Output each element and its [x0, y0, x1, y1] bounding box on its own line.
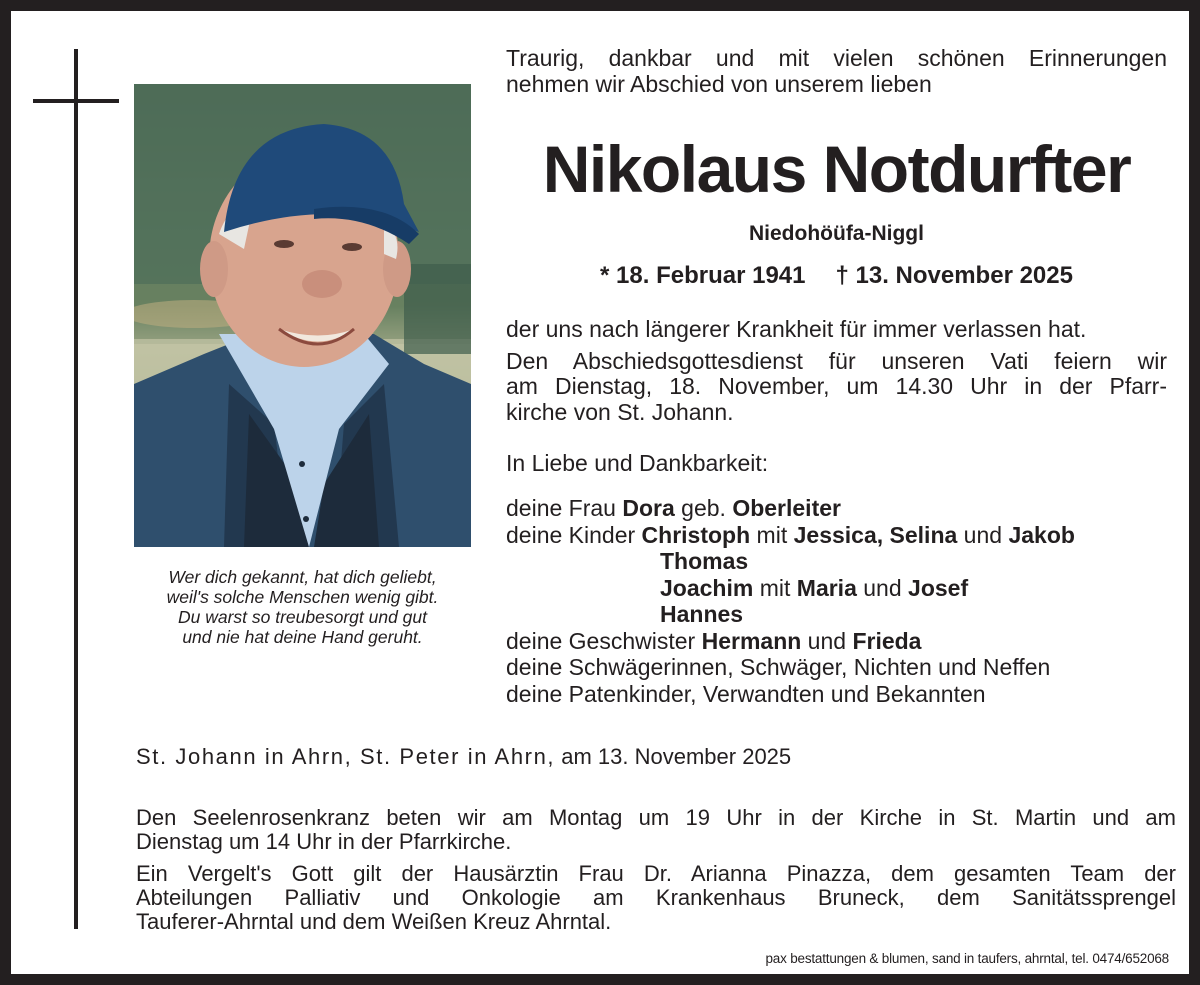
- family-name: Frieda: [852, 627, 922, 654]
- thanks-line: Abteilungen Palliativ und Onkologie am Krankenhaus Bruneck, dem Sanitätssprengel: [136, 885, 1176, 910]
- memorial-poem: [134, 567, 471, 647]
- thanks-line: Tauferer-Ahrntal und dem Weißen Kreuz Ahrntal.: [136, 909, 612, 934]
- love-heading: In Liebe und Dankbarkeit:: [506, 450, 769, 476]
- birth-date: * 18. Februar 1941: [600, 262, 806, 289]
- passing-text: der uns nach längerer Krankheit für immer verlassen hat.: [506, 316, 1087, 342]
- family-name: Maria: [796, 574, 857, 601]
- rosary-line: Den Seelenrosenkranz beten wir am Montag um 19 Uhr in der Kirche in St. Martin und am: [136, 805, 1176, 830]
- family-label: deine Frau: [506, 495, 623, 521]
- place-names: St. Johann in Ahrn, St. Peter in Ahrn,: [136, 744, 556, 769]
- family-row-children: [506, 522, 1167, 549]
- rosary-line: Dienstag um 14 Uhr in der Pfarrkirche.: [136, 829, 512, 854]
- deceased-name: Nikolaus Notdurfter: [542, 132, 1131, 206]
- intro-line: Traurig, dankbar und mit vielen schönen Erinnerungen: [506, 45, 1167, 71]
- family-row-siblings: [506, 628, 1167, 655]
- family-name: Jakob: [1008, 521, 1075, 548]
- family-name: Jessica, Selina: [793, 521, 958, 548]
- place-date: am 13. November 2025: [555, 744, 792, 769]
- poem-line: und nie hat deine Hand geruht.: [182, 627, 423, 647]
- death-date: † 13. November 2025: [835, 262, 1073, 289]
- family-label: geb.: [674, 495, 733, 521]
- intro-text: [506, 45, 1167, 97]
- service-line: kirche von St. Johann.: [506, 398, 734, 425]
- family-name: Oberleiter: [732, 495, 841, 521]
- family-label: mit: [750, 521, 794, 548]
- service-line: am Dienstag, 18. November, um 14.30 Uhr in der Pfarr-: [506, 373, 1167, 399]
- place-date-line: [136, 744, 1176, 770]
- closing-text: [136, 806, 1176, 942]
- family-row-child: [506, 575, 1167, 602]
- service-line: Den Abschiedsgottesdienst für unseren Vati feiern wir: [506, 347, 1167, 374]
- family-label: mit: [753, 574, 797, 601]
- notice-body: [506, 317, 1167, 477]
- family-label: und: [801, 627, 853, 654]
- family-row-others: deine Patenkinder, Verwandten und Bekannten: [506, 680, 986, 707]
- family-row-child: [506, 601, 1167, 628]
- family-label: deine Geschwister: [506, 627, 702, 654]
- intro-line: nehmen wir Abschied von unserem lieben: [506, 71, 932, 97]
- family-row-child: [506, 548, 1167, 575]
- family-name: Hermann: [701, 627, 802, 654]
- cross-icon-vertical: [74, 49, 78, 929]
- rosary-paragraph: [136, 806, 1176, 854]
- family-label: deine Kinder: [506, 521, 642, 548]
- family-name: Thomas: [660, 548, 749, 574]
- family-label: und: [856, 574, 909, 601]
- poem-line: Du warst so treubesorgt und gut: [177, 607, 428, 627]
- obituary-notice: [11, 11, 1189, 974]
- poem-line: Wer dich gekannt, hat dich geliebt,: [168, 567, 437, 587]
- family-row-in-laws: deine Schwägerinnen, Schwäger, Nichten und Neffen: [506, 654, 1051, 680]
- family-name: Josef: [908, 574, 969, 601]
- family-name: Dora: [622, 495, 675, 521]
- family-label: und: [957, 521, 1009, 548]
- life-dates: [506, 261, 1167, 291]
- family-name: Hannes: [660, 601, 744, 627]
- family-name: Christoph: [641, 521, 751, 548]
- funeral-home-credit: pax bestattungen & blumen, sand in taufers, ahrntal, tel. 0474/652068: [765, 951, 1169, 966]
- portrait-photo: [134, 84, 471, 547]
- cross-icon-horizontal: [33, 99, 119, 103]
- poem-line: weil's solche Menschen wenig gibt.: [166, 587, 439, 607]
- house-name: Niedohöüfa-Niggl: [749, 222, 924, 245]
- thanks-paragraph: [136, 862, 1176, 934]
- family-list: [506, 495, 1167, 707]
- thanks-line: Ein Vergelt's Gott gilt der Hausärztin Frau Dr. Arianna Pinazza, dem gesamten Team der: [136, 861, 1176, 886]
- family-name: Joachim: [660, 574, 754, 601]
- portrait-illustration: [134, 84, 471, 547]
- family-row-wife: [506, 495, 1167, 522]
